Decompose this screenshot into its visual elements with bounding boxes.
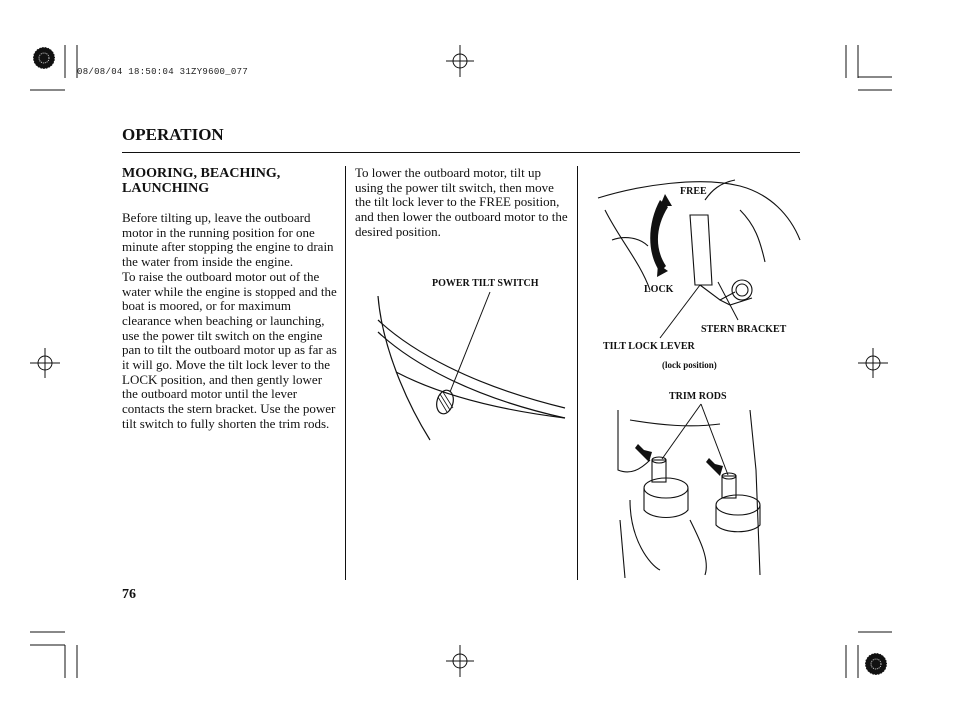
section-title: OPERATION <box>122 125 224 144</box>
paragraph: Before tilting up, leave the outboard motor in the running position for one minute after stopping the engine to drain the water from inside the engine. <box>122 210 334 270</box>
trim-rods-label: TRIM RODS <box>669 391 727 402</box>
tilt-lock-lever-label: TILT LOCK LEVER <box>603 341 695 352</box>
power-tilt-switch-label: POWER TILT SWITCH <box>432 278 539 289</box>
paragraph: To lower the outboard motor, tilt up using the power tilt switch, then move the tilt lock lever to the FREE position, and then lower the outboard motor to the desired position. <box>355 165 568 239</box>
free-label: FREE <box>680 186 707 197</box>
page-number: 76 <box>122 587 136 602</box>
subheading: MOORING, BEACHING, LAUNCHING <box>122 166 281 196</box>
paragraph: To raise the outboard motor out of the water while the engine is stopped and the boat is moored, or for maximum clearance when beaching or launching, use the power tilt switch on the engine pan to tilt the outboard motor up as far as it will go. Move the tilt lock lever to the LOCK position, and then gently lower the outboard motor until the lever contacts the stern bracket. Use the power tilt switch to fully shorten the trim rods. <box>122 268 337 431</box>
print-stamp: 08/08/04 18:50:04 31ZY9600_077 <box>77 67 249 77</box>
lock-label: LOCK <box>644 284 674 295</box>
lock-position-caption: (lock position) <box>662 360 717 370</box>
stern-bracket-label: STERN BRACKET <box>701 324 787 335</box>
